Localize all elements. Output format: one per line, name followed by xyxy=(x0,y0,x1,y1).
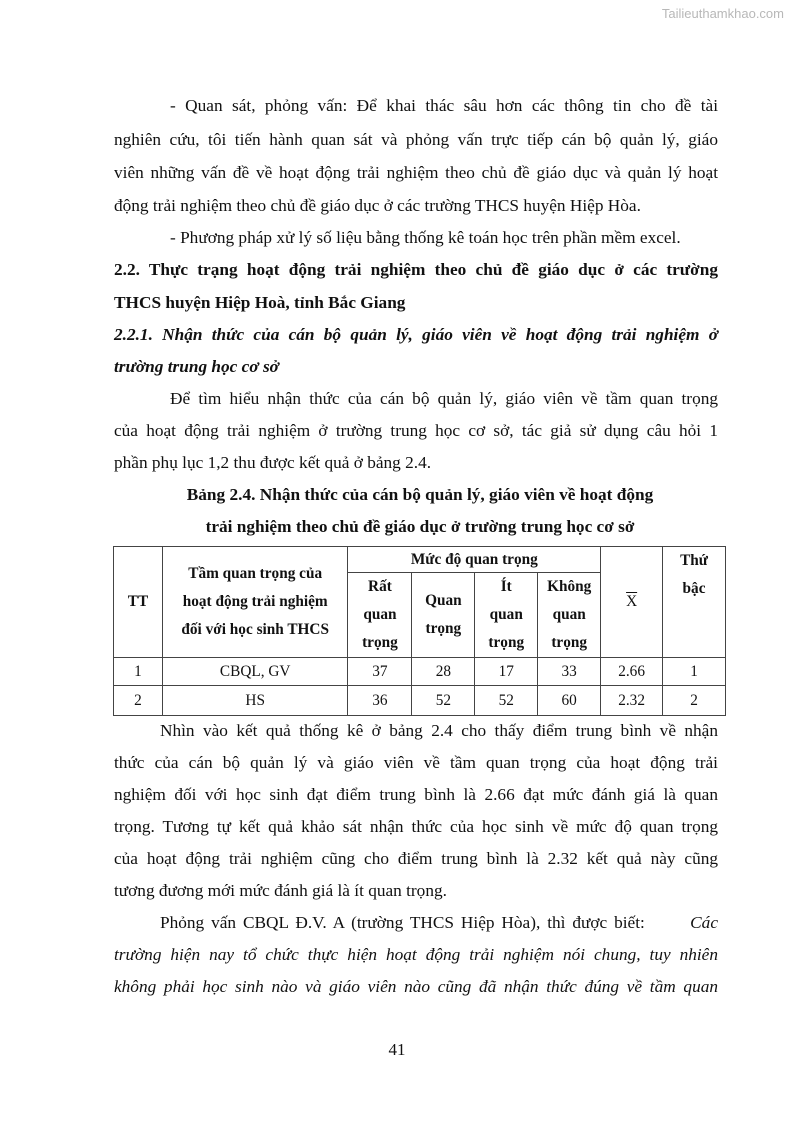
header-text: hoạt động trải nghiệm xyxy=(182,593,328,610)
header-rank xyxy=(663,547,726,658)
table-caption: trải nghiệm theo chủ đề giáo dục ở trường trung học cơ sở xyxy=(205,517,635,536)
header-text: trọng xyxy=(488,634,525,651)
header-text: Rất xyxy=(368,578,392,595)
header-text: trọng xyxy=(362,634,398,651)
header-text: Tầm quan trọng của xyxy=(188,565,323,582)
paragraph-line: - Quan sát, phỏng vấn: Để khai thác sâu hơn các thông tin cho đề tài xyxy=(170,96,718,115)
cell-very: 37 xyxy=(348,658,412,686)
header-text: quan xyxy=(489,606,523,623)
paragraph-line: viên những vấn đề về hoạt động trải nghiệm theo chủ đề giáo dục và quản lý hoạt xyxy=(114,163,718,182)
paragraph-line: động trải nghiệm theo chủ đề giáo dục ở các trường THCS huyện Hiệp Hòa. xyxy=(114,196,641,215)
page-number: 41 xyxy=(388,1040,406,1059)
header-text: đối với học sinh THCS xyxy=(181,621,329,638)
paragraph-line: phần phụ lục 1,2 thu được kết quả ở bảng 2.4. xyxy=(114,453,432,472)
interview-intro: Phỏng vấn CBQL Đ.V. A (trường THCS Hiệp Hòa), thì được biết: xyxy=(160,913,645,932)
cell-important: 52 xyxy=(412,686,475,716)
header-text: Ít xyxy=(500,578,512,595)
header-important xyxy=(412,573,475,658)
cell-very: 36 xyxy=(348,686,412,716)
table-row xyxy=(114,686,726,716)
paragraph-line xyxy=(160,912,718,934)
header-text: Thứ xyxy=(680,552,708,569)
header-importance xyxy=(162,547,348,658)
cell-mean: 2.66 xyxy=(601,658,663,686)
paragraph-line: nghiên cứu, tôi tiến hành quan sát và phỏng vấn trực tiếp cán bộ quản lý, giáo xyxy=(114,130,718,149)
cell-rank: 1 xyxy=(663,658,726,686)
header-not-important xyxy=(538,573,601,658)
cell-tt: 2 xyxy=(114,686,163,716)
header-very-important xyxy=(348,573,412,658)
cell-not: 33 xyxy=(538,658,601,686)
header-text: trọng xyxy=(551,634,588,651)
perception-table xyxy=(113,546,726,716)
subsection-heading: 2.2.1. Nhận thức của cán bộ quản lý, giáo viên về hoạt động trải nghiệm ở xyxy=(114,325,718,344)
watermark: Tailieuthamkhao.com xyxy=(661,6,784,21)
cell-little: 17 xyxy=(475,658,538,686)
paragraph-line: Nhìn vào kết quả thống kê ở bảng 2.4 cho thấy điểm trung bình về nhận xyxy=(160,721,718,740)
header-little-important xyxy=(475,573,538,658)
subsection-heading: trường trung học cơ sở xyxy=(114,357,279,376)
cell-rank: 2 xyxy=(663,686,726,716)
header-tt: TT xyxy=(114,547,163,658)
cell-group: HS xyxy=(162,686,348,716)
cell-important: 28 xyxy=(412,658,475,686)
paragraph-line: của hoạt động trải nghiệm ở trường trung học cơ sở, tác giả sử dụng câu hỏi 1 xyxy=(114,421,718,440)
header-text: quan xyxy=(363,606,397,623)
paragraph-line: - Phương pháp xử lý số liệu bằng thống kê toán học trên phần mềm excel. xyxy=(170,228,681,247)
cell-little: 52 xyxy=(475,686,538,716)
header-text: quan xyxy=(552,606,586,623)
header-level-group: Mức độ quan trọng xyxy=(348,547,601,573)
header-text: bậc xyxy=(682,580,706,597)
mean-symbol: $\overline{X}$ xyxy=(626,593,638,610)
interview-quote: không phải học sinh nào và giáo viên nào cũng đã nhận thức đúng về tầm quan xyxy=(114,977,718,996)
paragraph-line: trọng. Tương tự kết quả khảo sát nhận thức của học sinh về mức độ quan trọng xyxy=(114,817,718,836)
header-mean xyxy=(601,547,663,658)
paragraph-line: tương đương mới mức đánh giá là ít quan trọng. xyxy=(114,881,447,900)
section-heading: 2.2. Thực trạng hoạt động trải nghiệm theo chủ đề giáo dục ở các trường xyxy=(114,260,718,279)
section-heading: THCS huyện Hiệp Hoà, tỉnh Bắc Giang xyxy=(114,293,406,312)
paragraph-line: Để tìm hiểu nhận thức của cán bộ quản lý, giáo viên về tầm quan trọng xyxy=(170,389,718,408)
paragraph-line: nghiệm đối với học sinh đạt điểm trung bình là 2.66 đạt mức đánh giá là quan xyxy=(114,785,718,804)
cell-not: 60 xyxy=(538,686,601,716)
interview-quote: trường hiện nay tổ chức thực hiện hoạt động trải nghiệm nói chung, tuy nhiên xyxy=(114,945,718,964)
table-row xyxy=(114,658,726,686)
header-text: Không xyxy=(547,578,592,595)
header-text: trọng xyxy=(425,620,462,637)
paragraph-line: thức của cán bộ quản lý và giáo viên về tầm quan trọng của hoạt động trải xyxy=(114,753,718,772)
cell-group: CBQL, GV xyxy=(162,658,348,686)
interview-quote: Các xyxy=(690,913,718,932)
cell-mean: 2.32 xyxy=(601,686,663,716)
cell-tt: 1 xyxy=(114,658,163,686)
paragraph-line: của hoạt động trải nghiệm cũng cho điểm trung bình là 2.32 kết quả này cũng xyxy=(114,849,718,868)
header-text: Quan xyxy=(425,592,462,609)
table-caption: Bảng 2.4. Nhận thức của cán bộ quản lý, giáo viên về hoạt động xyxy=(186,485,654,504)
